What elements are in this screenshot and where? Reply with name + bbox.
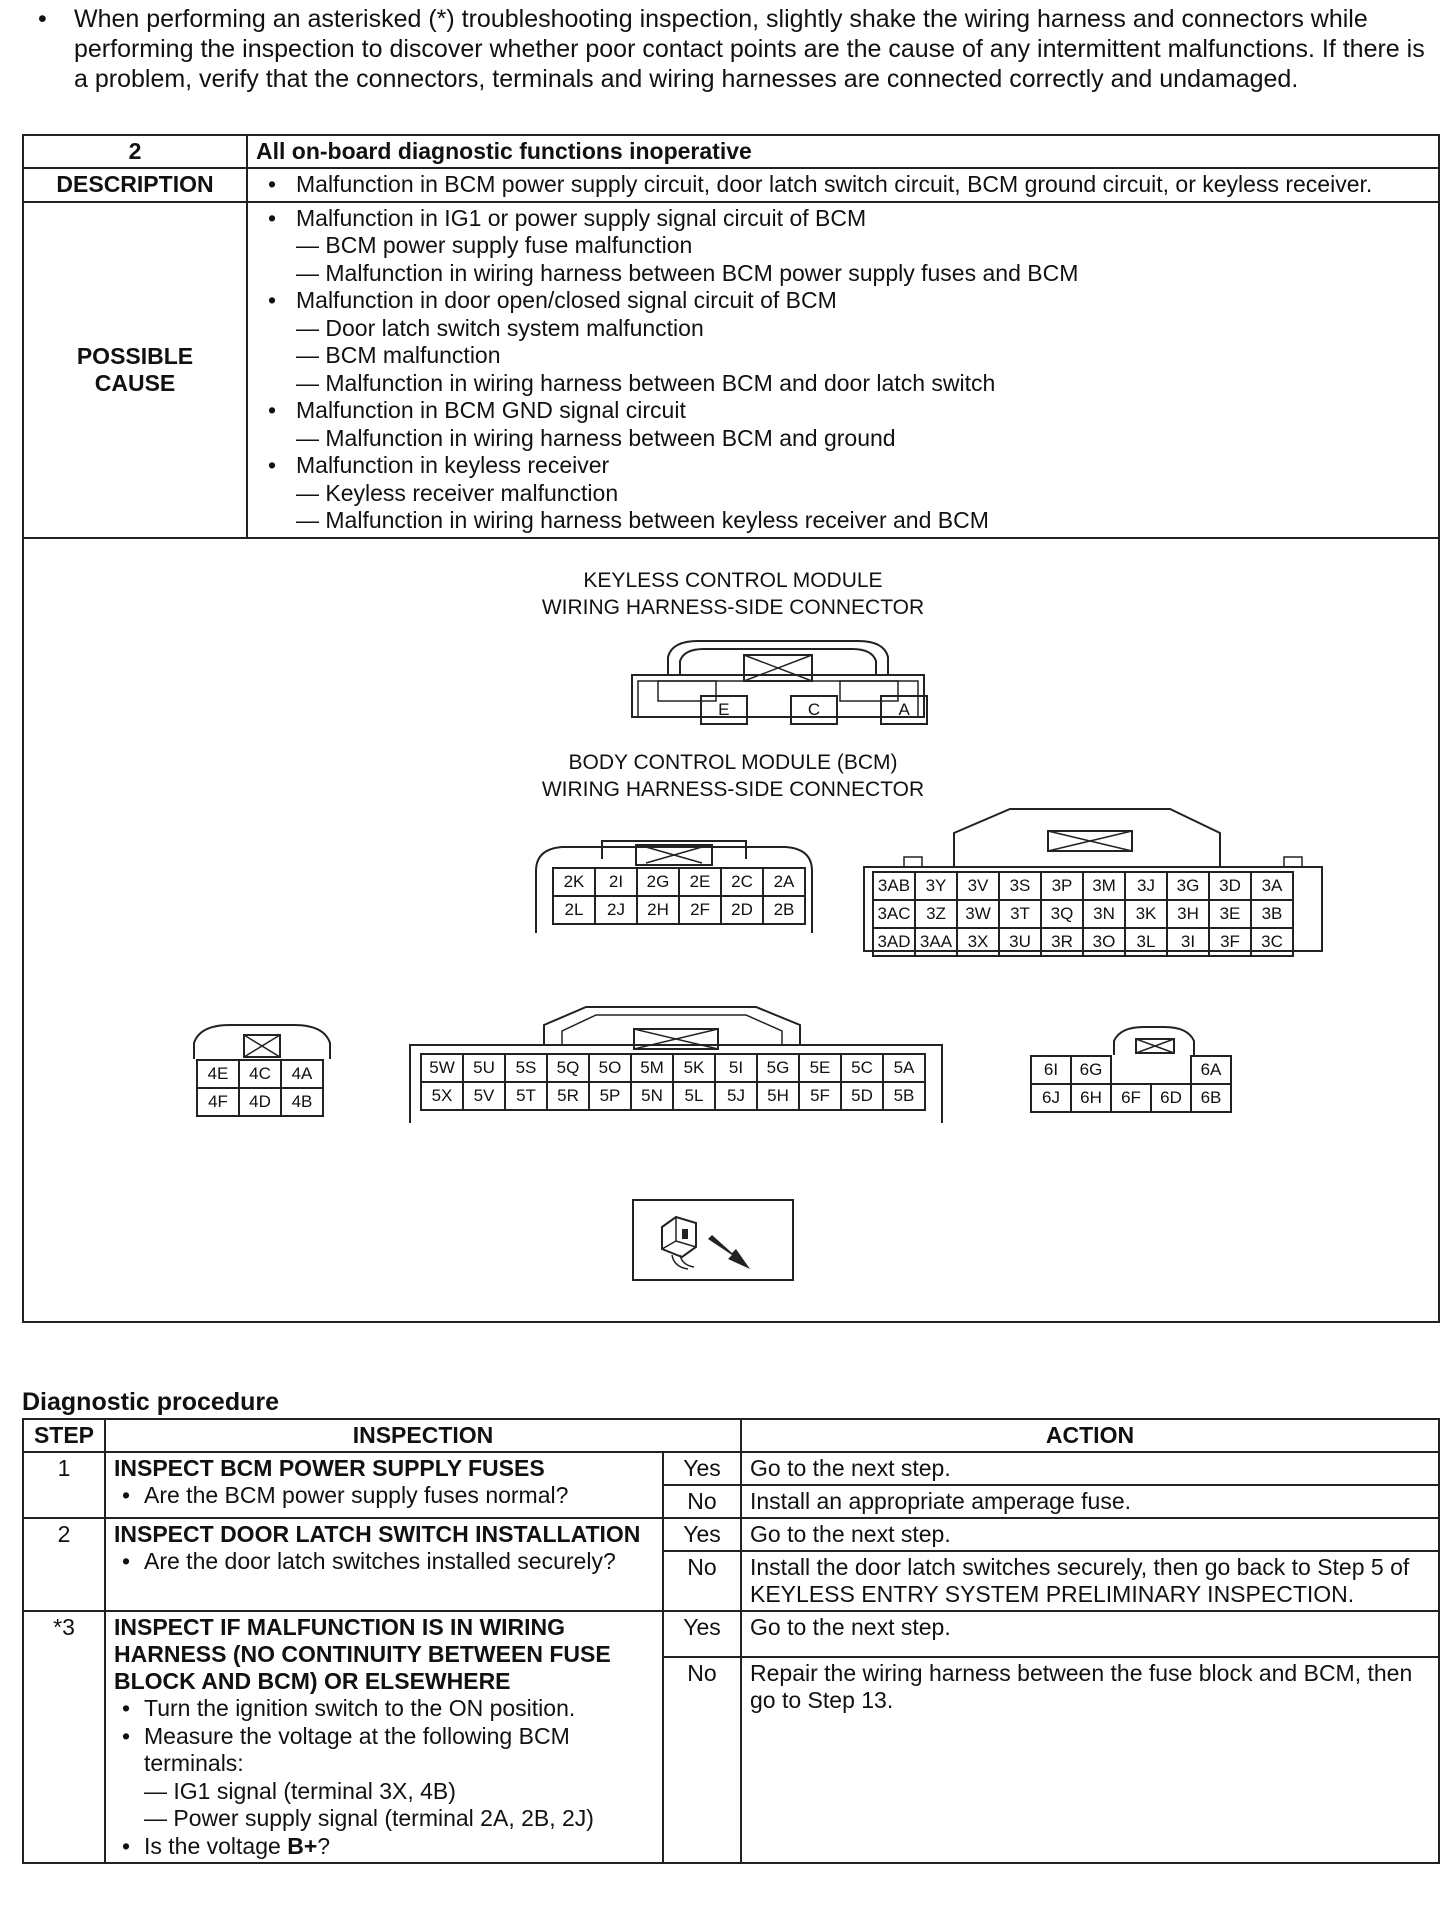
possible-cause-label [23,202,247,538]
pin: 3Q [1041,900,1083,928]
inspection-header: INSPECTION [105,1419,741,1452]
pin: 5J [715,1082,757,1110]
bcm-title-line1: BODY CONTROL MODULE (BCM) [568,750,898,774]
connector-5-pins [420,1053,926,1111]
pin: 5D [841,1082,883,1110]
pin: 3A [1251,872,1293,900]
pin: 5S [505,1054,547,1082]
step-number: 2 [23,1518,105,1611]
pin: 5O [589,1054,631,1082]
cause-item [296,205,1430,288]
connector-6-pins [1030,1055,1232,1113]
pin: 3L [1125,928,1167,956]
keyless-pin-row [700,695,928,725]
pin: 2E [679,868,721,896]
pin-blank [837,696,882,724]
pin: 3F [1209,928,1251,956]
pin: 2A [763,868,805,896]
troubleshooting-table [22,134,1440,1323]
pin: 5R [547,1082,589,1110]
connector-diagram [23,538,1439,1322]
pin: 5M [631,1054,673,1082]
pin-blank [747,696,792,724]
bcm-connector-5 [406,1001,946,1131]
pin: 5N [631,1082,673,1110]
pin: 3R [1041,928,1083,956]
keyless-connector-title [383,567,1083,621]
inspection-sub: — Power supply signal (terminal 2A, 2B, 2J) [144,1805,594,1831]
pin: 5V [463,1082,505,1110]
pin: 3T [999,900,1041,928]
description-label: DESCRIPTION [23,168,247,202]
intro-text: When performing an asterisked (*) troubleshooting inspection, slightly shake the wiring harness and connectors while performing the inspection to discover whether poor contact points are the cause of any intermittent malfunctions. If there is a problem, verify that the connectors, terminals and wiring harnesses are connected correctly and undamaged. [74,5,1425,93]
pin: 3N [1083,900,1125,928]
pin: 2L [553,896,595,924]
pin: 3I [1167,928,1209,956]
step-header: STEP [23,1419,105,1452]
pin: 2F [679,896,721,924]
no-action: Install the door latch switches securely, then go back to Step 5 of KEYLESS ENTRY SYSTEM PRELIMINARY INSPECTION. [741,1551,1439,1611]
pin: 2B [763,896,805,924]
description-text: • Malfunction in BCM power supply circuit, door latch switch circuit, BCM ground circuit, or keyless receiver. [296,171,1430,199]
pin: 5H [757,1082,799,1110]
inspection-cell [105,1452,663,1518]
voltage-term: B+ [287,1832,318,1859]
trouble-number: 2 [23,135,247,168]
question-text: Is the voltage [144,1832,288,1859]
connector-3-pins [872,871,1294,957]
cause-text: • Malfunction in keyless receiver [296,452,610,478]
inspection-bullet [144,1723,654,1833]
yes-label: Yes [663,1452,741,1485]
diagnostic-procedure-title: Diagnostic procedure [22,1388,279,1416]
no-action: Repair the wiring harness between the fuse block and BCM, then go to Step 13. [741,1657,1439,1863]
cause-sub: — Malfunction in wiring harness between BCM and door latch switch [296,369,996,396]
inspection-cell [105,1611,663,1863]
bcm-connector-3 [860,801,1330,961]
intro-note [38,4,1438,94]
pin: 3W [957,900,999,928]
bullet: • [38,5,47,33]
pin: 6A [1191,1056,1231,1084]
keyless-title-line1: KEYLESS CONTROL MODULE [583,568,883,592]
pin: 5Q [547,1054,589,1082]
inspection-bullet: • Are the BCM power supply fuses normal? [144,1482,654,1510]
no-label: No [663,1657,741,1863]
diagnostic-procedure-table [22,1418,1440,1864]
no-action: Install an appropriate amperage fuse. [741,1485,1439,1518]
harness-side-connector-icon [632,1199,794,1281]
cause-text: • Malfunction in BCM GND signal circuit [296,397,686,423]
pin: 4A [281,1060,323,1088]
pin: 6J [1031,1084,1071,1112]
pin: 3B [1251,900,1293,928]
pin: 3J [1125,872,1167,900]
pin: 6G [1071,1056,1111,1084]
cause-text: • Malfunction in IG1 or power supply signal circuit of BCM [296,204,867,231]
pin: 2D [721,896,763,924]
bcm-connector-2 [532,831,816,939]
pin: 5B [883,1082,925,1110]
no-label: No [663,1551,741,1611]
cause-sub: — Door latch switch system malfunction [296,314,704,341]
pin: 4F [197,1088,239,1116]
pin: 5I [715,1054,757,1082]
pin: 3U [999,928,1041,956]
pin: 5U [463,1054,505,1082]
pin: 3V [957,872,999,900]
bcm-connector-6 [1024,1019,1254,1119]
pin: 4B [281,1088,323,1116]
pin: 2H [637,896,679,924]
pin: 5K [673,1054,715,1082]
pin-gap [1111,1056,1191,1084]
pin: 4C [239,1060,281,1088]
step-number: 1 [23,1452,105,1518]
pin: 3C [1251,928,1293,956]
inspection-sub: — IG1 signal (terminal 3X, 4B) [144,1777,456,1804]
pin: E [701,696,747,724]
cause-sub: — Malfunction in wiring harness between keyless receiver and BCM [296,507,989,533]
pin: 3AA [915,928,957,956]
no-label: No [663,1485,741,1518]
cause-item [296,397,1430,452]
pin: 3G [1167,872,1209,900]
pin: 2C [721,868,763,896]
keyless-title-line2: WIRING HARNESS-SIDE CONNECTOR [541,595,925,619]
pin: 3Z [915,900,957,928]
cause-sub: — BCM power supply fuse malfunction [296,232,693,258]
yes-label: Yes [663,1518,741,1551]
inspection-bullet-text: • Measure the voltage at the following BCM terminals: [144,1722,570,1776]
yes-label: Yes [663,1611,741,1657]
pin: 3H [1167,900,1209,928]
cause-label-line2: CAUSE [94,369,176,396]
pin: 5L [673,1082,715,1110]
step-number: *3 [23,1611,105,1863]
pin: 4D [239,1088,281,1116]
possible-cause-cell [247,202,1439,538]
pin: 5A [883,1054,925,1082]
inspection-bullet [144,1833,654,1861]
keyless-connector [628,631,928,723]
action-header: ACTION [741,1419,1439,1452]
pin: 3E [1209,900,1251,928]
pin: 3X [957,928,999,956]
pin: 5G [757,1054,799,1082]
inspection-title: INSPECT BCM POWER SUPPLY FUSES [114,1455,545,1481]
pin: A [881,696,927,724]
pin: 3O [1083,928,1125,956]
yes-action: Go to the next step. [741,1611,1439,1657]
pin: 6F [1111,1084,1151,1112]
pin: 6I [1031,1056,1071,1084]
pin: 3M [1083,872,1125,900]
pin: C [791,696,837,724]
connector-4-pins [196,1059,324,1117]
question-mark: ? [317,1832,331,1859]
yes-action: Go to the next step. [741,1518,1439,1551]
description-cell [247,168,1439,202]
inspection-bullet: • Are the door latch switches installed securely? [144,1548,654,1576]
connector-2-pins [552,867,806,925]
pin: 6D [1151,1084,1191,1112]
harness-side-icon-art [632,1199,794,1281]
pin: 5E [799,1054,841,1082]
pin: 2G [637,868,679,896]
pin: 2J [595,896,637,924]
pin: 5T [505,1082,547,1110]
cause-sub: — BCM malfunction [296,342,501,368]
bcm-connector-4 [190,1019,334,1119]
yes-action: Go to the next step. [741,1452,1439,1485]
pin: 5P [589,1082,631,1110]
inspection-title: INSPECT DOOR LATCH SWITCH INSTALLATION [114,1521,641,1547]
pin: 4E [197,1060,239,1088]
pin: 3AD [873,928,915,956]
pin: 3AC [873,900,915,928]
bcm-title-line2: WIRING HARNESS-SIDE CONNECTOR [541,777,925,801]
pin: 6B [1191,1084,1231,1112]
inspection-cell [105,1518,663,1611]
pin: 5X [421,1082,463,1110]
pin: 3K [1125,900,1167,928]
pin: 5W [421,1054,463,1082]
cause-item [296,287,1430,397]
pin: 3Y [915,872,957,900]
pin: 3S [999,872,1041,900]
inspection-bullet: • Turn the ignition switch to the ON position. [144,1695,654,1723]
pin: 2I [595,868,637,896]
cause-label-line1: POSSIBLE [76,342,194,369]
pin: 5C [841,1054,883,1082]
cause-sub: — Malfunction in wiring harness between BCM power supply fuses and BCM [296,259,1079,286]
pin: 6H [1071,1084,1111,1112]
cause-item [296,452,1430,535]
pin: 3AB [873,872,915,900]
bcm-connector-title [383,749,1083,803]
cause-text: • Malfunction in door open/closed signal circuit of BCM [296,287,837,313]
cause-sub: — Keyless receiver malfunction [296,479,619,506]
pin: 2K [553,868,595,896]
pin: 3D [1209,872,1251,900]
cause-sub: — Malfunction in wiring harness between BCM and ground [296,424,896,451]
pin: 3P [1041,872,1083,900]
pin: 5F [799,1082,841,1110]
inspection-title: INSPECT IF MALFUNCTION IS IN WIRING HARNESS (NO CONTINUITY BETWEEN FUSE BLOCK AND BCM) OR ELSEWHERE [114,1614,611,1694]
trouble-title: All on-board diagnostic functions inoperative [247,135,1439,168]
